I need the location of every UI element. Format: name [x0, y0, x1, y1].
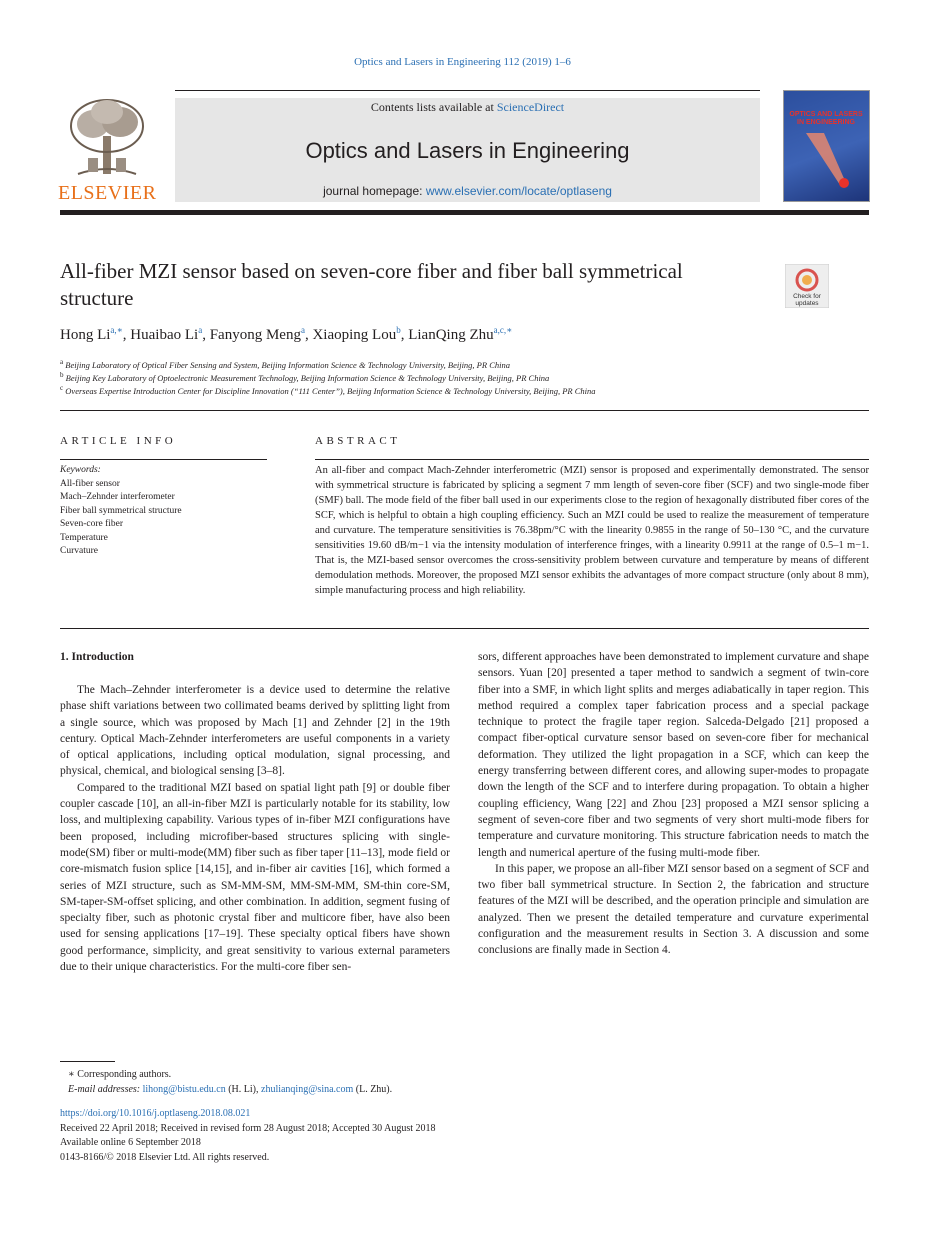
doi-link[interactable]: https://doi.org/10.1016/j.optlaseng.2018.08.021: [60, 1108, 251, 1119]
email-name: (L. Zhu).: [353, 1084, 393, 1095]
author: Fanyong Meng: [209, 327, 301, 343]
keyword: Curvature: [60, 546, 98, 556]
contents-prefix: Contents lists available at: [370, 100, 497, 114]
affiliation-b: [60, 371, 549, 383]
journal-homepage-link[interactable]: www.elsevier.com/locate/optlaseng: [425, 184, 612, 198]
sciencedirect-link[interactable]: ScienceDirect: [496, 100, 565, 114]
email-name: (H. Li),: [225, 1084, 261, 1095]
author: Xiaoping Lou: [312, 327, 397, 343]
abstract-rule: [315, 459, 869, 460]
email-link-li[interactable]: lihong@bistu.edu.cn: [142, 1084, 226, 1095]
elsevier-wordmark: ELSEVIER: [58, 182, 157, 204]
author: Huaibao Li: [130, 327, 199, 343]
body-column-left: [60, 682, 450, 975]
keywords-label: Keywords:: [60, 465, 101, 475]
email-label: E-mail addresses:: [68, 1084, 143, 1095]
author-affiliation-sup[interactable]: a,∗: [110, 325, 123, 335]
affiliation-sup: b: [60, 371, 64, 379]
available-online: Available online 6 September 2018: [60, 1137, 201, 1148]
affiliation-text: Overseas Expertise Introduction Center for Discipline Innovation (“111 Center”), Beijing Information Science & Technology University, Beijing, PR China: [65, 385, 596, 396]
journal-reference-link[interactable]: Optics and Lasers in Engineering 112 (2019) 1–6: [354, 56, 571, 68]
affiliation-c: [60, 384, 596, 396]
author: Hong Li: [60, 327, 111, 343]
homepage-prefix: journal homepage:: [323, 184, 426, 198]
affiliation-sup: a: [60, 358, 64, 366]
keyword: Seven-core fiber: [60, 519, 124, 529]
check-for-updates-icon[interactable]: [785, 264, 829, 308]
affiliation-rule: [60, 410, 869, 411]
journal-title: Optics and Lasers in Engineering: [305, 138, 630, 163]
paragraph: In this paper, we propose an all-fiber MZI sensor based on a segment of SCF and two fiber ball symmetrical structure. In Section 2, the fabrication and structure features of the MZI will be described, and the operation principle and simulation are analyzed. Then we present the detailed temperature and curvature experimental configuration and the measurement results in Section 3. A discussion and some conclusions are finally made in Section 4.: [478, 862, 869, 957]
journal-cover-image[interactable]: [783, 90, 870, 202]
publication-info: [60, 1107, 436, 1165]
author: LianQing Zhu: [408, 327, 494, 343]
keywords-list: [60, 464, 182, 559]
section-title-introduction: 1. Introduction: [60, 651, 134, 663]
article-info-heading: ARTICLE INFO: [60, 435, 177, 447]
affiliation-text: Beijing Key Laboratory of Optoelectronic Measurement Technology, Beijing Information Science & Technology University, Beijing, PR China: [65, 372, 550, 383]
affiliation-text: Beijing Laboratory of Optical Fiber Sensing and System, Beijing Information Science & Technology University, Beijing, PR China: [65, 359, 510, 370]
cover-laser-graphic: [784, 91, 869, 201]
header-top-rule: [175, 90, 760, 91]
abstract-bottom-rule: [60, 628, 869, 629]
header-thick-rule: [60, 210, 869, 215]
abstract-text: An all-fiber and compact Mach-Zehnder interferometric (MZI) sensor is proposed and experimentally demonstrated. The sensor with symmetrical structure is fabricated by splicing a segment 7 mm length of seven-core fiber (SCF) and two single-mode fiber (SMF) ball. The mode field of the fiber ball used in our experiments close to the region of hexagonally distributed fiber cores of the SCF, which is helpful to obtain a high coupling efficiency. Such an MZI could be used to realize the measurement of temperature and curvature. The temperature sensitivities is 76.38pm/°C with the linearity 0.9855 in the range of 50–130 °C, and the curvature sensitivities 19.60 dB/m−1 via the intensity modulation of interference fringes, with a linearity 0.9911 at the range of 0.5–1 m−1. That is, the MZI-based sensor overcomes the cross-sensitivity problem between curvature and temperature by means of different demodulation methods. Moreover, the proposed MZI sensor exhibits the advantages of more compact structure (only about 8 mm), simple manufacturing process and high reliability.: [315, 465, 869, 596]
abstract-heading: ABSTRACT: [315, 435, 401, 447]
author-affiliation-sup[interactable]: a: [198, 325, 203, 335]
corresponding-note: ∗ Corresponding authors.: [68, 1069, 172, 1080]
author-affiliation-sup[interactable]: a,c,∗: [493, 325, 513, 335]
paragraph: The Mach–Zehnder interferometer is a device used to determine the relative phase shift variations between two collimated beams derived by splitting light from a single source, which was proposed by Mach [1] and Zehnder [2] in the 19th century. Optical Mach-Zehnder interferometers are useful components in a variety of optical applications, including optical modulation, signal processing, and physical, chemical, and biological sensing [3–8].: [60, 684, 450, 778]
keyword: Mach–Zehnder interferometer: [60, 492, 175, 502]
body-column-right: [478, 649, 869, 959]
article-info-rule: [60, 459, 267, 460]
cover-title: OPTICS AND LASERS IN ENGINEERING: [789, 111, 863, 126]
email-link-zhu[interactable]: zhulianqing@sina.com: [261, 1084, 354, 1095]
footnotes: [68, 1067, 392, 1097]
homepage-line: [175, 184, 760, 198]
paragraph: sors, different approaches have been demonstrated to implement curvature and shape sensors. Yuan [20] presented a taper method to sandwich a segment of twin-core fiber into a SMF, in which light splits and merges adiabatically in taper region. This method required a complex taper fabrication process and a special package technique to protect the fragile taper region. Salceda-Delgado [21] proposed a compact fiber-optical curvature sensor based on seven-core fiber for mechanical deformation. They utilized the light propagation in a SCF, which can keep the energy transferring between different cores, and allowing super-modes to propagate down the length of the SCF and to interfere during propagation. To obtain a higher coupling efficiency, Wang [22] and Zhou [23] proposed a MZI sensor splicing a segment of seven-core fiber and two segments of very short multi-mode fibers for temperature and curvature monitoring. This structure fabrication needs to match the length and numerical aperture of the fusing multi-mode fiber.: [478, 651, 869, 859]
keyword: Fiber ball symmetrical structure: [60, 505, 182, 516]
affiliation-a: [60, 358, 510, 370]
footnote-rule: [60, 1061, 115, 1062]
check-updates-label-2: updates: [795, 300, 819, 307]
keyword: All-fiber sensor: [60, 478, 120, 489]
author-affiliation-sup[interactable]: a: [300, 325, 305, 335]
email-line: [68, 1082, 392, 1097]
check-updates-label: Check for: [793, 293, 821, 300]
copyright: 0143-8166/© 2018 Elsevier Ltd. All rights reserved.: [60, 1151, 270, 1163]
author-affiliation-sup[interactable]: b: [396, 325, 401, 335]
contents-line: [175, 100, 760, 115]
keyword: Temperature: [60, 532, 108, 543]
article-title: All-fiber MZI sensor based on seven-core fiber and fiber ball symmetrical structure: [60, 259, 683, 310]
author-list: Hong $Li^{a,∗}$, Huaibao Li$^a$, Fanyong Meng$^a$, Xiaoping Lou$^b$, LianQing Zhu$^{a,c,∗}$: [60, 325, 513, 343]
affiliation-sup: c: [60, 384, 64, 392]
paragraph: Compared to the traditional MZI based on spatial light path [9] or double fiber coupler cascade [10], an all-in-fiber MZI is particularly notable for its stability, low loss, and multiplexing capability. Various types of in-fiber MZI configurations have been proposed, including microfiber-based structures splicing with single-mode(SM) fiber or multi-mode(MM) fiber such as fiber taper [11–13], mode field or core-mismatch fusion splice [14,15], and in-fiber air cavities [16], which formed a series of MZI structure, such as SM-MM-SM, MM-SM-MM, SM-thin core-SM, SM-taper-SM-offset splicing, and other combination. In addition, segment fusing of specialty fiber, such as photonic crystal fiber and multicore fiber, have also been used for sensing applications [17–19]. These specialty optical fibers have shown good performance, simplicity, and great sensitivity to various external parameters due to their unique characteristics. For the multi-core fiber sen-: [60, 781, 450, 974]
received-dates: Received 22 April 2018; Received in revised form 28 August 2018; Accepted 30 August 2018: [60, 1122, 436, 1134]
